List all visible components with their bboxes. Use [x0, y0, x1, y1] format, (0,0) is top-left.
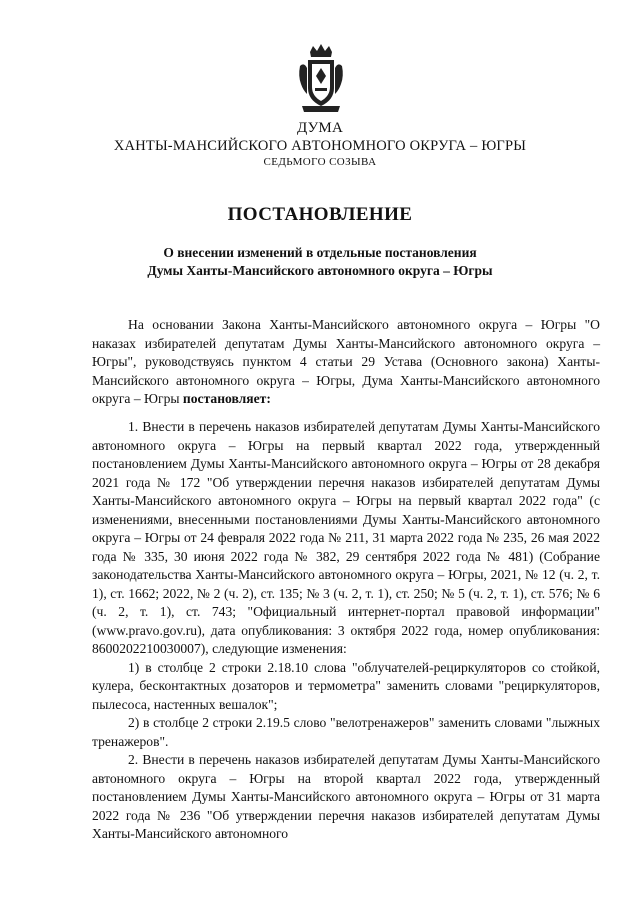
paragraph-2: 2. Внести в перечень наказов избирателей депутатам Думы Ханты-Мансийского автономного округа – Югры на второй квартал 2022 года, утвержденный постановлением Думы Ханты-Мансийского автономного округа – Югры от 31 марта 2022 года № 236 "Об утверждении перечня наказов избирателей депутатам Думы Ханты-Мансийского автономного	[92, 752, 600, 841]
intro-paragraph	[92, 316, 600, 409]
intro-resolves: постановляет:	[182, 391, 271, 406]
subject-line-2: Думы Ханты-Мансийского автономного округа – Югры	[147, 263, 493, 278]
paragraph-1-item-1: 1) в столбце 2 строки 2.18.10 слова "облучателей-рециркуляторов со стойкой, кулера, бесконтактных дозаторов и термометра" заменить словами "рециркуляторов, пылесоса, настенных вешалок";	[92, 659, 600, 712]
paragraph-1-item-2: 2) в столбце 2 строки 2.19.5 слово "велотренажеров" заменить словами "лыжных тренажеров".	[92, 715, 600, 749]
subject-line-1: О внесении изменений в отдельные постановления	[163, 245, 477, 260]
paragraph-1: 1. Внести в перечень наказов избирателей депутатам Думы Ханты-Мансийского автономного округа – Югры на первый квартал 2022 года, утвержденный постановлением Думы Ханты-Мансийского автономного округа – Югры от 28 декабря 2021 года № 172 "Об утверждении перечня наказов избирателей депутатам Думы Ханты-Мансийского автономного округа – Югры на первый квартал 2022 года" (с изменениями, внесенными постановлениями Думы Ханты-Мансийского автономного округа – Югры от 24 февраля 2022 года № 211, 31 марта 2022 года № 235, 26 мая 2022 года № 335, 30 июня 2022 года № 382, 29 сентября 2022 года № 481) (Собрание законодательства Ханты-Мансийского автономного округа – Югры, 2021, № 12 (ч. 2, т. 1), ст. 1662; 2022, № 2 (ч. 2), ст. 135; № 3 (ч. 2, т. 1), ст. 250; № 5 (ч. 2, т. 1), ст. 576; № 6 (ч. 2, т. 1), ст. 743; "Официальный интернет-портал правовой информации" (www.pravo.gov.ru), дата опубликования: 3 октября 2022 года, номер опубликования: 8600202210030007), следующие изменения:	[92, 419, 600, 656]
intro-text: На основании Закона Ханты-Мансийского автономного округа – Югры "О наказах избирателей депутатам Думы Ханты-Мансийского автономного округа – Югры", руководствуясь пунктом 4 статьи 29 Устава (Основного закона) Ханты-Мансийского автономного округа – Югры, Дума Ханты-Мансийского автономного округа – Югры	[92, 317, 600, 406]
header-duma: ДУМА	[296, 120, 343, 136]
document-subject	[0, 244, 640, 280]
header-okrug: ХАНТЫ-МАНСИЙСКОГО АВТОНОМНОГО ОКРУГА – ЮГРЫ	[113, 138, 527, 154]
document-title: ПОСТАНОВЛЕНИЕ	[227, 204, 413, 225]
header-convocation: СЕДЬМОГО СОЗЫВА	[263, 156, 377, 168]
main-text	[92, 418, 600, 844]
coat-of-arms-icon	[298, 44, 344, 116]
